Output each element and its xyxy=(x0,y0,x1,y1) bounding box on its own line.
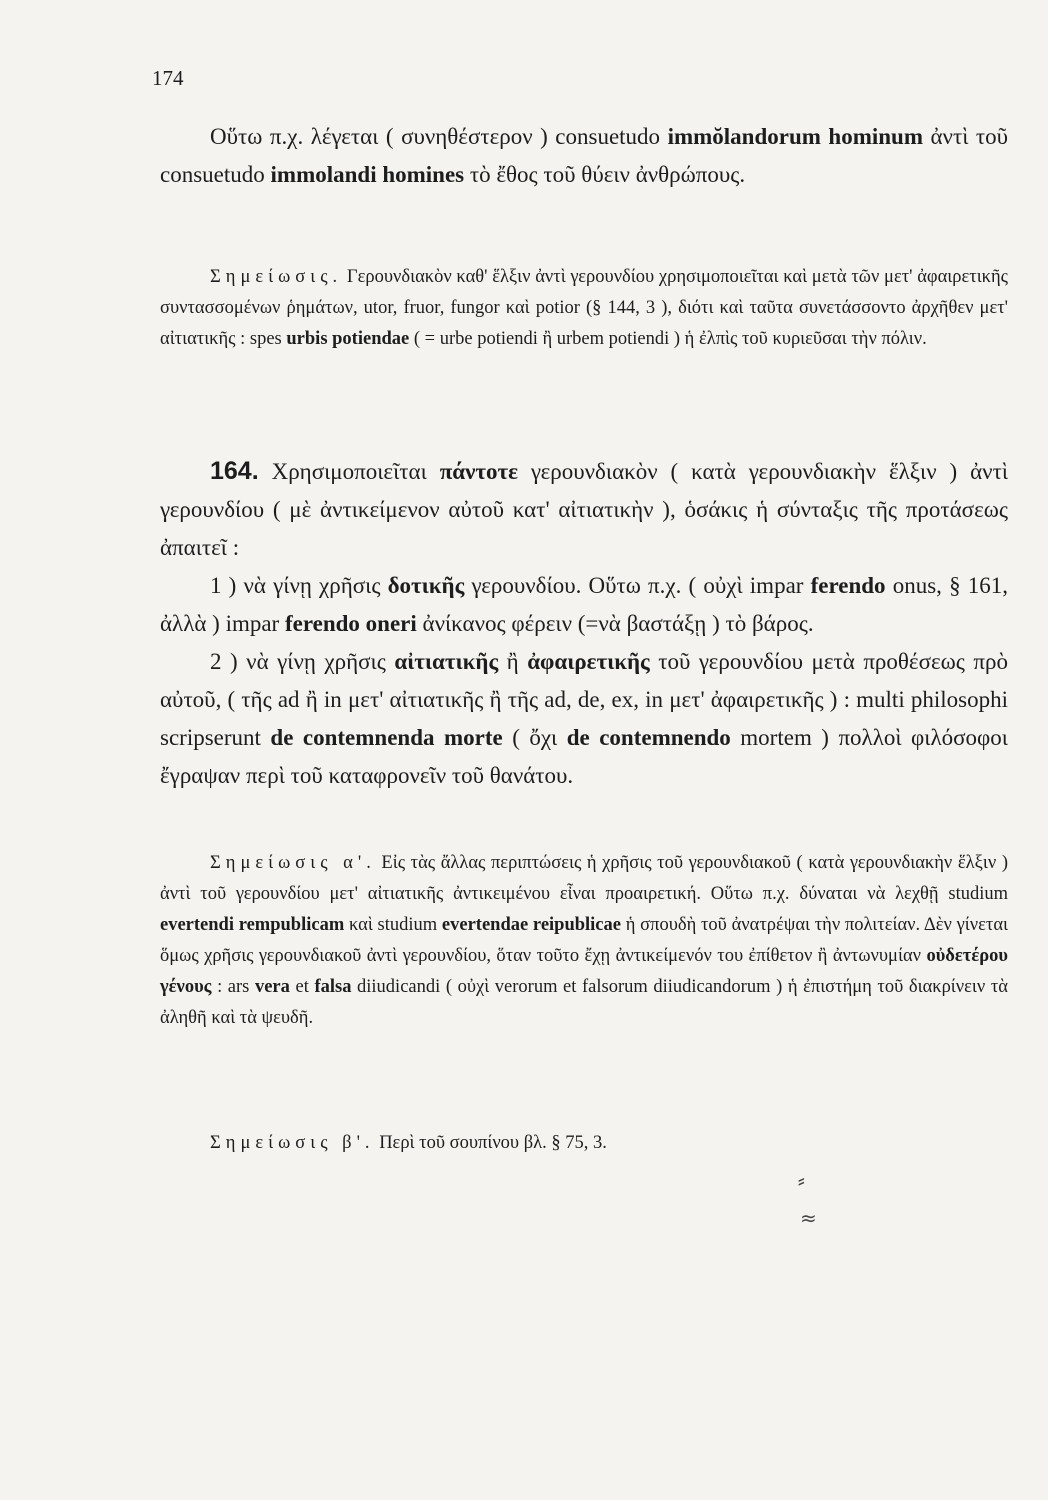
text: γερουνδιακὸν ( κατὰ γερουνδιακὴν ἕλξιν ) ἀντὶ γερουνδίου ( μὲ ἀντικείμενον αὐτοῦ κατ' αἰτιατικὴν ), ὁσάκις ἡ σύνταξις τῆς προτάσεως ἀπαιτεῖ : xyxy=(160,459,1009,560)
note-label: Σημείωσις β'. xyxy=(210,1133,375,1153)
text: ἀνίκανος φέρειν (=νὰ βαστάξῃ ) τὸ βάρος. xyxy=(416,611,814,636)
bold-term: αἰτιατικῆς xyxy=(394,649,499,674)
bold-term: οὐδετέρου γένους xyxy=(160,946,1008,997)
text: et xyxy=(289,977,315,997)
bold-term: πάντοτε xyxy=(439,459,518,484)
ink-mark-icon: ⸗ xyxy=(798,1168,805,1192)
text: onus, § 161, ἀλλὰ ) impar xyxy=(160,573,1008,636)
bold-term: ἀφαιρετικῆς xyxy=(527,649,650,674)
text: Εἰς τὰς ἄλλας περιπτώσεις ἡ χρῆσις τοῦ γερουνδιακοῦ ( κατὰ γερουνδιακὴν ἕλξιν ) ἀντὶ τοῦ γερουνδίου μετ' αἰτιατικῆς ἀντικειμένου εἶναι προαιρετική. Οὕτω π.χ. δύναται νὰ λεχθῇ studium xyxy=(160,853,1008,904)
text: 1 ) νὰ γίνῃ χρῆσις xyxy=(210,573,388,598)
text: : ars xyxy=(211,977,255,997)
bold-term: ferendo oneri xyxy=(284,611,417,636)
bold-term: evertendae reipublicae xyxy=(441,915,621,935)
bold-term: ferendo xyxy=(810,573,886,598)
bold-term: vera xyxy=(254,977,290,997)
text: ( ὄχι xyxy=(502,725,567,750)
section-number: 164. xyxy=(210,457,259,485)
ink-mark-icon: ≈ xyxy=(800,1206,817,1230)
bold-term: falsa xyxy=(314,977,352,997)
text: ἡ σπουδὴ τοῦ ἀνατρέψαι τὴν πολιτείαν. Δὲν γίνεται ὅμως χρῆσις γερουνδιακοῦ ἀντὶ γερουνδίου, ὅταν τοῦτο ἔχῃ ἀντικείμενόν του ἐπίθετον ἢ ἀντωνυμίαν xyxy=(160,915,1008,966)
text: Γερουνδιακὸν καθ' ἕλξιν ἀντὶ γερουνδίου χρησιμοποιεῖται καὶ μετὰ τῶν μετ' ἀφαιρετικῆς συντασσομένων ῥημάτων, utor, fruor, fungor καὶ potior (§ 144, 3 ), διότι καὶ ταῦτα συνετάσσοντο ἀρχῆθεν μετ' αἰτιατικῆς : spes xyxy=(160,267,1008,349)
text: Οὕτω π.χ. λέγεται ( συνηθέστερον ) consuetudo xyxy=(210,124,668,149)
text: καὶ studium xyxy=(344,915,442,935)
bold-term: de contemnenda morte xyxy=(270,725,503,750)
section-164 xyxy=(160,452,1008,795)
text: ἢ xyxy=(498,649,528,674)
text: 2 ) νὰ γίνῃ χρῆσις xyxy=(210,649,395,674)
note-b xyxy=(160,1128,1008,1159)
note-a xyxy=(160,848,1008,1034)
text: Χρησιμοποιεῖται xyxy=(258,459,440,484)
text: τὸ ἔθος τοῦ θύειν ἀνθρώπους. xyxy=(464,162,746,187)
note-label: Σημείωσις. xyxy=(210,267,343,287)
text: diiudicandi ( οὐχὶ verorum et falsorum diiudicandorum ) ἡ ἐπιστήμη τοῦ διακρίνειν τὰ ἀληθῆ καὶ τὰ ψευδῆ. xyxy=(160,977,1008,1028)
text: ἀντὶ τοῦ consuetudo xyxy=(160,124,1009,187)
bold-term: δοτικῆς xyxy=(387,573,465,598)
bold-term: urbis potiendae xyxy=(286,329,410,349)
text: Περὶ τοῦ σουπίνου βλ. § 75, 3. xyxy=(374,1133,607,1153)
text: τοῦ γερουνδίου μετὰ προθέσεως πρὸ αὐτοῦ, ( τῆς ad ἢ in μετ' αἰτιατικῆς ἢ τῆς ad, de, ex, in μετ' ἀφαιρετικῆς ) : multi philosophi scripserunt xyxy=(160,649,1008,750)
page-number: 174 xyxy=(152,66,184,90)
bold-term: evertendi rempublicam xyxy=(160,915,345,935)
bold-term: immolandi homines xyxy=(270,162,465,187)
bold-term: de contemnendo xyxy=(566,725,731,750)
text: mortem ) πολλοὶ φιλόσοφοι ἔγραψαν περὶ τοῦ καταφρονεῖν τοῦ θανάτου. xyxy=(160,725,1008,788)
text: ( = urbe potiendi ἢ urbem potiendi ) ἡ ἐλπὶς τοῦ κυριεῦσαι τὴν πόλιν. xyxy=(409,329,927,349)
bold-term: immŏlandorum hominum xyxy=(667,124,923,149)
text: γερουνδίου. Οὕτω π.χ. ( οὐχὶ impar xyxy=(464,573,811,598)
note-label: Σημείωσις α'. xyxy=(210,853,376,873)
intro-paragraph xyxy=(160,118,1008,194)
note-gerund xyxy=(160,262,1008,355)
